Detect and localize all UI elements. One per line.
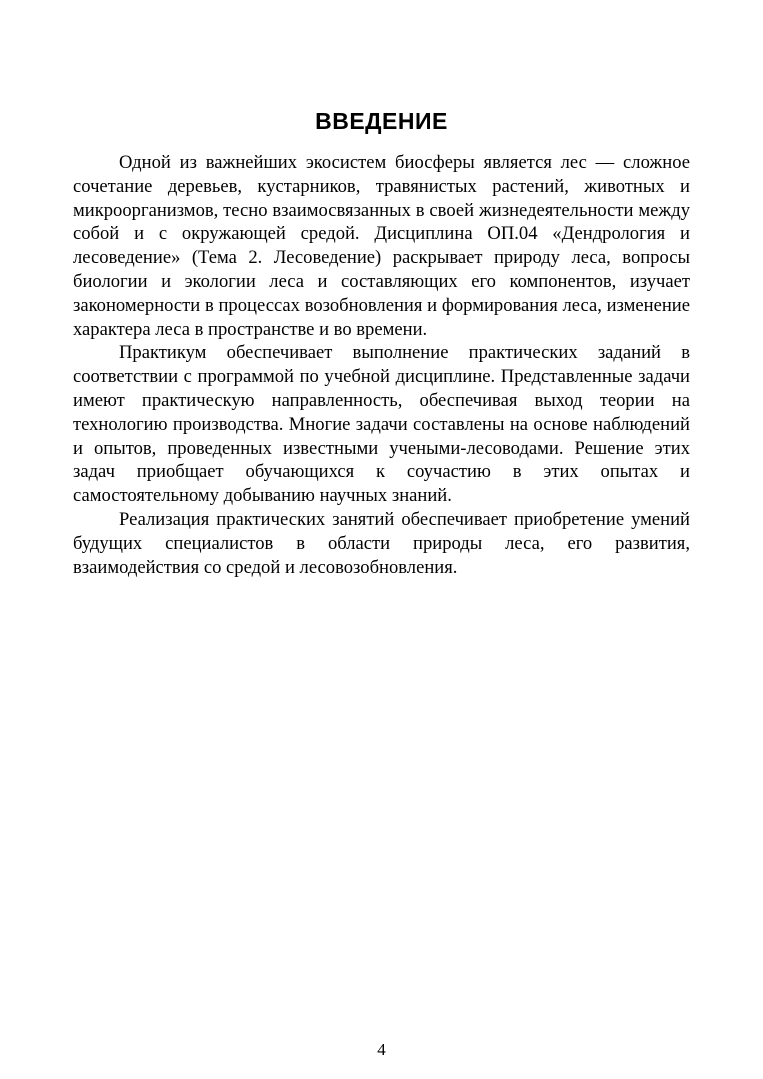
paragraph-forest-ecosystem: Одной из важнейших экосистем биосферы является лес — сложное сочетание деревьев, кустарников, травянистых растений, животных и микроорганизмов, тесно взаимосвязанных в своей жизнедеятельности между собой и с окружающей средой. Дисциплина ОП.04 «Дендрология и лесоведение» (Тема 2. Лесоведение) раскрывает природу леса, вопросы биологии и экологии леса и составляющих его компонентов, изучает закономерности в процессах возобновления и формирования леса, изменение характера леса в пространстве и во времени. — [73, 152, 690, 340]
page-number: 4 — [377, 1040, 386, 1059]
paragraph-practicum: Практикум обеспечивает выполнение практических заданий в соответствии с программой по учебной дисциплине. Представленные задачи имеют практическую направленность, обеспечивая выход теории на технологию производства. Многие задачи составлены на основе наблюдений и опытов, проведенных известными учеными-лесоводами. Решение этих задач приобщает обучающихся к соучастию в этих опытах и самостоятельному добыванию научных знаний. — [73, 342, 690, 507]
page-title: ВВЕДЕНИЕ — [315, 108, 448, 134]
paragraph-practical-lessons: Реализация практических занятий обеспечивает приобретение умений будущих специалистов в области природы леса, его развития, взаимодействия со средой и лесовозобновления. — [73, 508, 690, 578]
body-text — [73, 151, 690, 579]
